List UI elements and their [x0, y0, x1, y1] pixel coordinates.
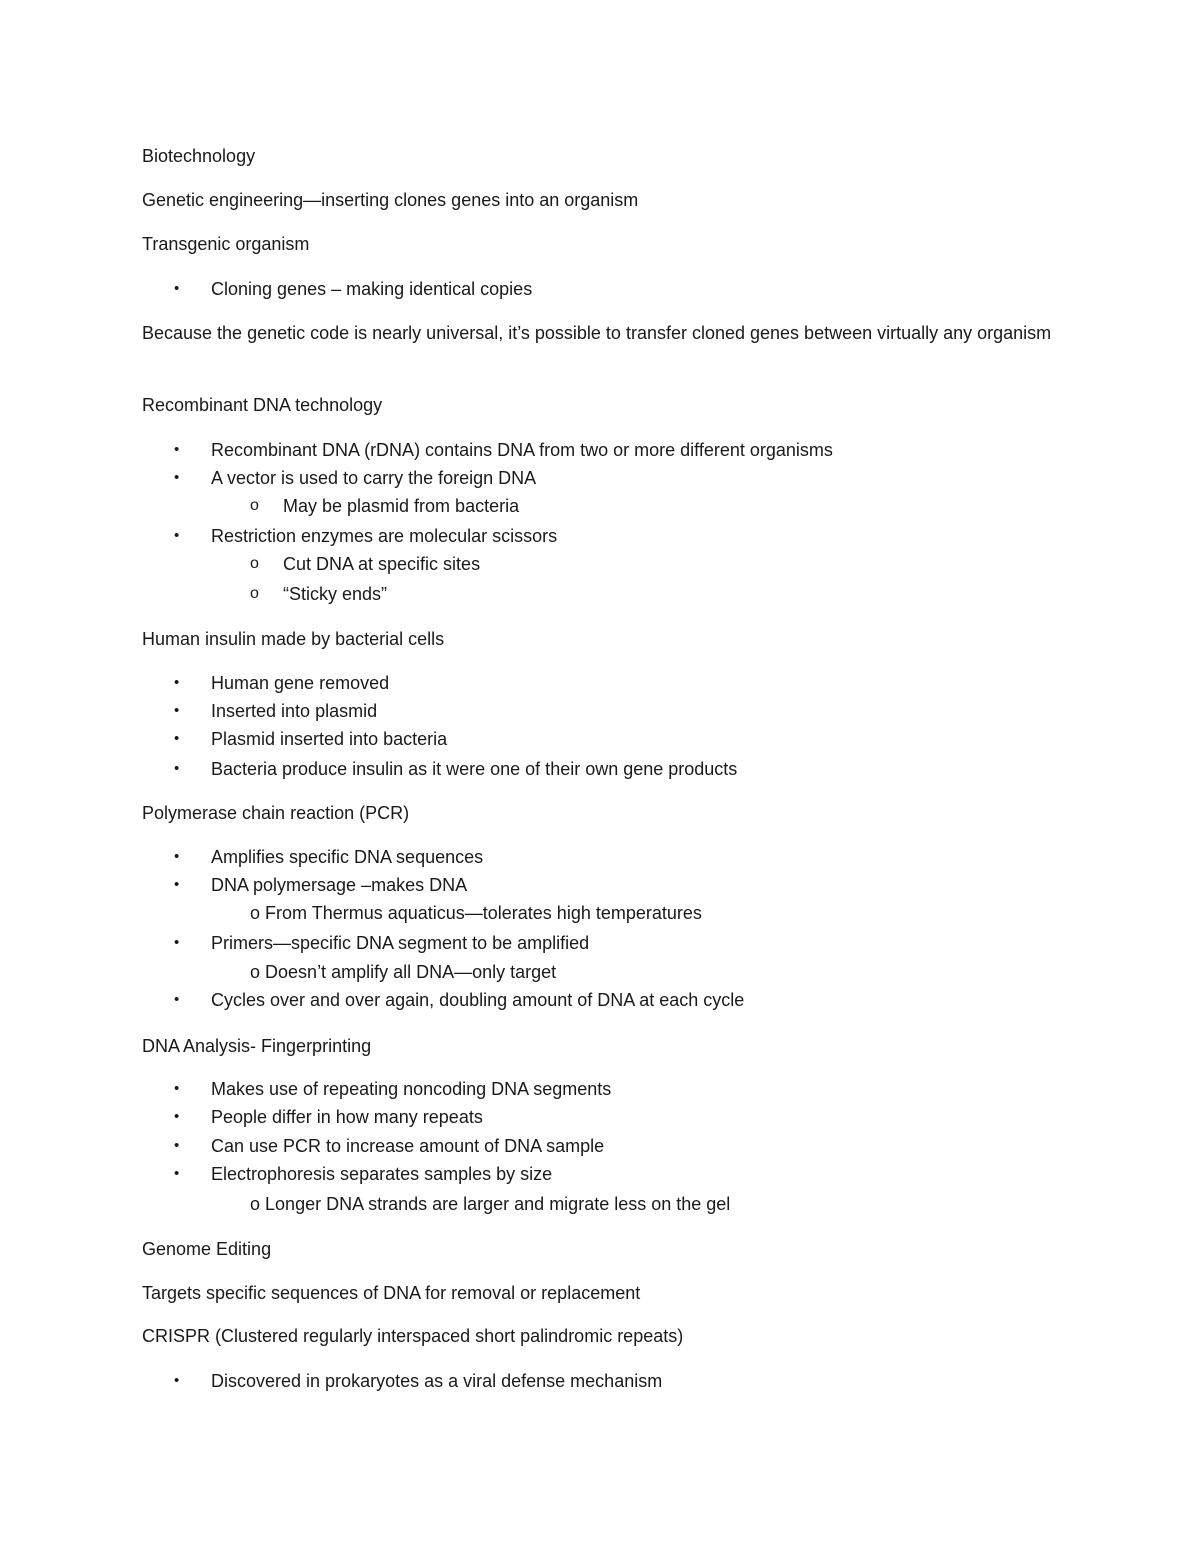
universal-code-paragraph: Because the genetic code is nearly universal, it’s possible to transfer cloned genes between virtually any organism: [142, 323, 1052, 343]
bullet-marker: •: [174, 702, 180, 719]
bullet-marker: •: [174, 674, 180, 691]
list-item: Restriction enzymes are molecular scissors: [211, 526, 558, 546]
sub-list-item-text: Longer DNA strands are larger and migrate less on the gel: [265, 1194, 731, 1214]
list-item: Cycles over and over again, doubling amount of DNA at each cycle: [211, 990, 745, 1010]
fingerprinting-heading: DNA Analysis- Fingerprinting: [142, 1036, 372, 1056]
sub-bullet-marker: o: [250, 585, 259, 602]
sub-list-item: [250, 1193, 730, 1215]
sub-bullet-marker: o: [250, 903, 261, 923]
document-title: Biotechnology: [142, 146, 256, 166]
genetic-engineering-definition: Genetic engineering—inserting clones genes into an organism: [142, 190, 639, 210]
list-item: Human gene removed: [211, 673, 390, 693]
crispr-heading: CRISPR (Clustered regularly interspaced short palindromic repeats): [142, 1326, 684, 1346]
list-item: Can use PCR to increase amount of DNA sample: [211, 1136, 605, 1156]
transgenic-heading: Transgenic organism: [142, 234, 310, 254]
sub-list-item-text: Doesn’t amplify all DNA—only target: [265, 962, 557, 982]
list-item: Amplifies specific DNA sequences: [211, 847, 484, 867]
sub-list-item: [250, 902, 702, 924]
sub-list-item-text: From Thermus aquaticus—tolerates high temperatures: [265, 903, 702, 923]
bullet-marker: •: [174, 280, 180, 297]
bullet-marker: •: [174, 876, 180, 893]
bullet-marker: •: [174, 527, 180, 544]
list-item: Bacteria produce insulin as it were one of their own gene products: [211, 759, 738, 779]
sub-bullet-marker: o: [250, 962, 261, 982]
bullet-marker: •: [174, 1108, 180, 1125]
list-item: Discovered in prokaryotes as a viral defense mechanism: [211, 1371, 663, 1391]
list-item: DNA polymersage –makes DNA: [211, 875, 468, 895]
sub-bullet-marker: o: [250, 1194, 261, 1214]
sub-list-item: [250, 961, 556, 983]
bullet-marker: •: [174, 469, 180, 486]
bullet-marker: •: [174, 760, 180, 777]
bullet-marker: •: [174, 848, 180, 865]
bullet-marker: •: [174, 730, 180, 747]
sub-list-item: Cut DNA at specific sites: [283, 554, 481, 574]
bullet-marker: •: [174, 1137, 180, 1154]
list-item: Inserted into plasmid: [211, 701, 378, 721]
pcr-heading: Polymerase chain reaction (PCR): [142, 803, 410, 823]
sub-bullet-marker: o: [250, 555, 259, 572]
insulin-heading: Human insulin made by bacterial cells: [142, 629, 445, 649]
sub-list-item: May be plasmid from bacteria: [283, 496, 520, 516]
bullet-marker: •: [174, 934, 180, 951]
genome-editing-heading: Genome Editing: [142, 1239, 272, 1259]
bullet-marker: •: [174, 1080, 180, 1097]
genome-editing-description: Targets specific sequences of DNA for removal or replacement: [142, 1283, 641, 1303]
list-item: Electrophoresis separates samples by size: [211, 1164, 553, 1184]
list-item: A vector is used to carry the foreign DNA: [211, 468, 537, 488]
list-item: Primers—specific DNA segment to be amplified: [211, 933, 590, 953]
list-item: People differ in how many repeats: [211, 1107, 483, 1127]
list-item: Recombinant DNA (rDNA) contains DNA from two or more different organisms: [211, 440, 833, 460]
bullet-marker: •: [174, 991, 180, 1008]
list-item: Plasmid inserted into bacteria: [211, 729, 448, 749]
sub-bullet-marker: o: [250, 497, 259, 514]
bullet-marker: •: [174, 1372, 180, 1389]
recombinant-heading: Recombinant DNA technology: [142, 395, 383, 415]
sub-list-item: “Sticky ends”: [283, 584, 388, 604]
bullet-marker: •: [174, 1165, 180, 1182]
list-item: Cloning genes – making identical copies: [211, 279, 533, 299]
bullet-marker: •: [174, 441, 180, 458]
list-item: Makes use of repeating noncoding DNA segments: [211, 1079, 612, 1099]
